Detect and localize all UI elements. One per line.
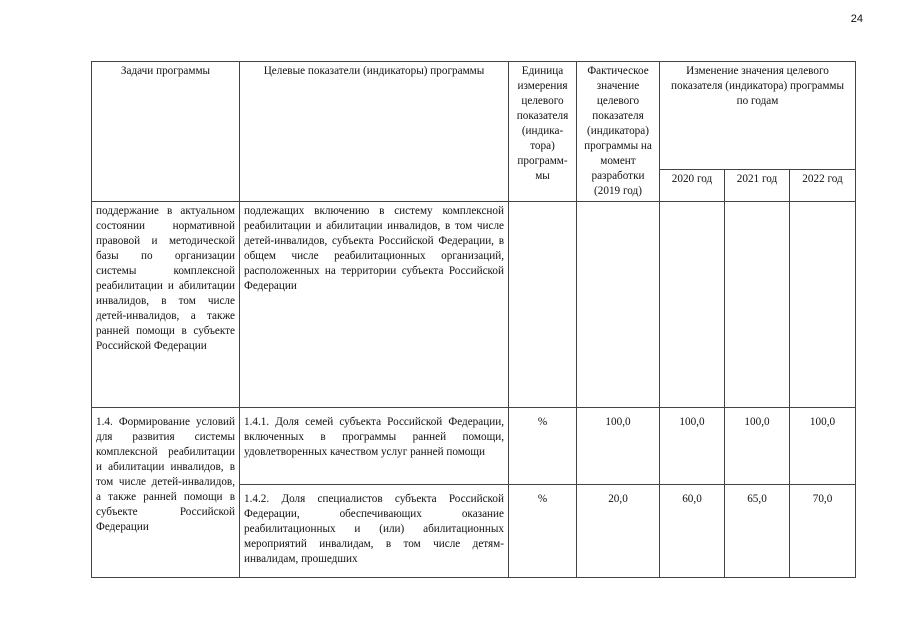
header-year-2021: 2021 год [725, 170, 790, 202]
header-year-2022: 2022 год [790, 170, 856, 202]
indicator-cell: 1.4.2. Доля специалистов субъекта Российской Федерации, обеспечивающих оказание реабилитационных и (или) абилитационных мероприятий инвалидам, в том числе детям-инвалидам, прошедших [240, 485, 509, 578]
value-2022-cell: 100,0 [790, 408, 856, 485]
header-row [92, 62, 856, 170]
header-change-by-year: Изменение значения целевого показателя (индикатора) программы по годам [660, 62, 856, 170]
unit-cell: % [509, 485, 577, 578]
value-2022-cell: 70,0 [790, 485, 856, 578]
table-row [92, 408, 856, 485]
value-2022-cell [790, 202, 856, 408]
header-task: Задачи программы [92, 62, 240, 202]
task-cell: 1.4. Формирование условий для развития системы комплексной реабилитации и абилитации инвалидов, в том числе детей-инвалидов, а также ранней помощи в субъекте Российской Федерации [92, 408, 240, 578]
unit-cell [509, 202, 577, 408]
page-number: 24 [850, 13, 863, 25]
actual-value-cell: 20,0 [577, 485, 660, 578]
header-unit: Единица измерения целевого показателя (индика-тора) программ-мы [509, 62, 577, 202]
actual-value-cell: 100,0 [577, 408, 660, 485]
actual-value-cell [577, 202, 660, 408]
value-2021-cell: 100,0 [725, 408, 790, 485]
header-actual-value: Фактическое значение целевого показателя (индикатора) программы на момент разработки (2019 год) [577, 62, 660, 202]
value-2021-cell: 65,0 [725, 485, 790, 578]
value-2020-cell [660, 202, 725, 408]
task-cell: поддержание в актуальном состоянии нормативной правовой и методической базы по организации системы комплексной реабилитации и абилитации инвалидов, в том числе детей-инвалидов, а также ранней помощи в субъекте Российской Федерации [92, 202, 240, 408]
value-2021-cell [725, 202, 790, 408]
header-indicators: Целевые показатели (индикаторы) программы [240, 62, 509, 202]
table-row [92, 202, 856, 408]
value-2020-cell: 60,0 [660, 485, 725, 578]
indicator-cell: 1.4.1. Доля семей субъекта Российской Федерации, включенных в программы ранней помощи, удовлетворенных качеством услуг ранней помощи [240, 408, 509, 485]
value-2020-cell: 100,0 [660, 408, 725, 485]
unit-cell: % [509, 408, 577, 485]
header-year-2020: 2020 год [660, 170, 725, 202]
program-indicators-table [91, 61, 856, 578]
indicator-cell: подлежащих включению в систему комплексной реабилитации и абилитации инвалидов, в том числе детей-инвалидов, субъекта Российской Федерации, в общем числе реабилитационных организаций, расположенных на территории субъекта Российской Федерации [240, 202, 509, 408]
